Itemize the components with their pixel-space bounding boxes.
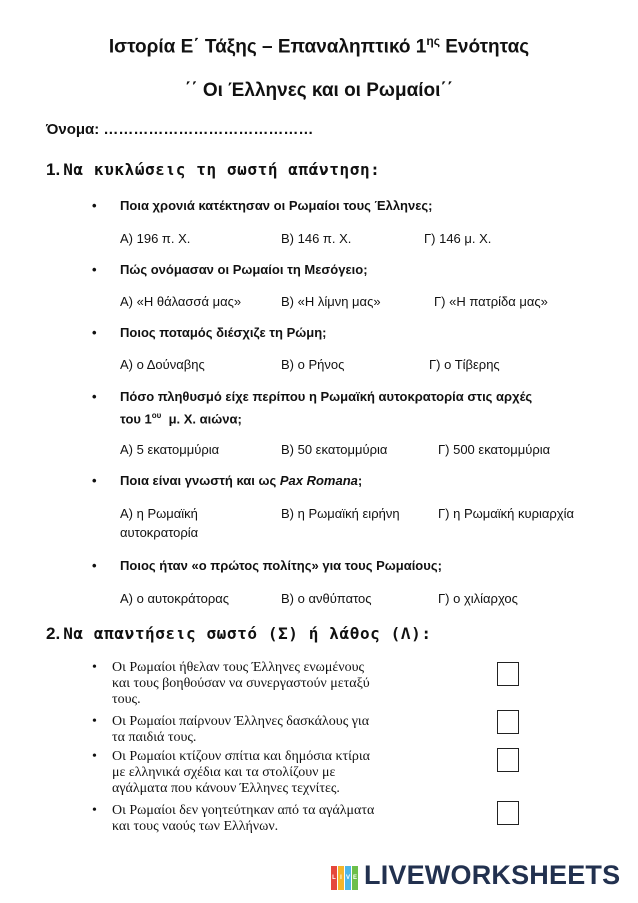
logo-letter-l: L — [331, 866, 337, 890]
q2-option-b[interactable]: Β) «Η λίμνη μας» — [281, 294, 381, 309]
question-4 — [92, 387, 562, 428]
bullet: • — [92, 198, 97, 213]
q4-option-c[interactable]: Γ) 500 εκατομμύρια — [438, 442, 551, 457]
question-superscript: ου — [151, 411, 162, 420]
question-text: Πώς ονόμασαν οι Ρωμαίοι τη Μεσόγειο; — [120, 262, 368, 277]
page-subtitle: ΄΄ Οι Έλληνες και οι Ρωμαίοι΄΄ — [184, 80, 454, 101]
q5-option-a[interactable] — [120, 504, 198, 542]
statement-text — [112, 660, 420, 708]
title-text: Ιστορία Ε΄ Τάξης – Επαναληπτικό 1 — [108, 36, 427, 58]
answer-box-4[interactable] — [497, 801, 519, 825]
answer-box-2[interactable] — [497, 710, 519, 734]
question-5 — [92, 471, 562, 490]
statement-text — [112, 749, 420, 797]
q1-option-a[interactable]: Α) 196 π. Χ. — [120, 231, 191, 246]
question-text-italic: Pax Romana — [279, 473, 358, 488]
q4-option-b[interactable]: Β) 50 εκατομμύρια — [281, 442, 388, 457]
bullet: • — [92, 262, 97, 277]
q5-option-c[interactable]: Γ) η Ρωμαϊκή κυριαρχία — [438, 506, 575, 521]
statement-line: και τους βοηθούσαν να συνεργαστούν μεταξύ — [112, 676, 370, 691]
name-field[interactable]: Όνομα: …………………………………… — [46, 121, 314, 138]
question-text-end: ; — [357, 473, 363, 488]
statement-line: με ελληνικά σχέδια και τα στολίζουν με — [112, 765, 336, 780]
section-1-heading — [46, 160, 380, 180]
bullet: • — [92, 803, 97, 818]
liveworksheets-logo-text: LIVEWORKSHEETS — [364, 860, 621, 890]
answer-box-1[interactable] — [497, 662, 519, 686]
bullet: • — [92, 558, 97, 573]
section-2-number: 2. — [46, 624, 61, 643]
bullet: • — [92, 473, 97, 488]
question-text — [120, 387, 562, 428]
bullet: • — [92, 714, 97, 729]
q2-option-a[interactable]: Α) «Η θάλασσά μας» — [120, 294, 242, 309]
q6-option-a[interactable]: Α) ο αυτοκράτορας — [120, 591, 230, 606]
q5-option-b[interactable]: Β) η Ρωμαϊκή ειρήνη — [281, 506, 400, 521]
bullet: • — [92, 660, 97, 675]
logo-letter-e: E — [352, 866, 358, 890]
question-2 — [92, 260, 562, 279]
question-3 — [92, 323, 562, 342]
question-text — [120, 471, 562, 490]
statement-3 — [92, 749, 420, 797]
statement-text — [112, 714, 420, 746]
q1-option-b[interactable]: Β) 146 π. Χ. — [281, 231, 352, 246]
statement-line: Οι Ρωμαίοι ήθελαν τους Έλληνες ενωμένους — [112, 660, 365, 675]
bullet: • — [92, 325, 97, 340]
question-text: Ποια χρονιά κατέκτησαν οι Ρωμαίοι τους Έλληνες; — [120, 198, 433, 213]
logo-letter-v: V — [345, 866, 351, 890]
section-1-number: 1. — [46, 160, 61, 179]
question-6 — [92, 556, 562, 575]
option-text-cont: αυτοκρατορία — [120, 525, 199, 540]
logo-letter-i: I — [338, 866, 344, 890]
q2-option-c[interactable]: Γ) «Η πατρίδα μας» — [434, 294, 548, 309]
question-text: Ποιος ήταν «ο πρώτος πολίτης» για τους Ρωμαίους; — [120, 558, 442, 573]
section-2-title: Να απαντήσεις σωστό (Σ) ή λάθος (Λ): — [63, 624, 432, 643]
option-text: Α) η Ρωμαϊκή — [120, 506, 198, 521]
section-2-heading — [46, 624, 432, 644]
question-text: Ποιος ποταμός διέσχιζε τη Ρώμη; — [120, 325, 327, 340]
title-end: Ενότητας — [439, 36, 530, 58]
statement-line: Οι Ρωμαίοι παίρνουν Έλληνες δασκάλους για — [112, 714, 370, 729]
statement-text — [112, 803, 420, 835]
statement-line: Οι Ρωμαίοι δεν γοητεύτηκαν από τα αγάλματα — [112, 803, 375, 818]
statement-4 — [92, 803, 420, 835]
title-superscript: ης — [426, 34, 440, 48]
question-text-line-1: Πόσο πληθυσμό είχε περίπου η Ρωμαϊκή αυτοκρατορία στις αρχές — [120, 389, 533, 404]
statement-line: αγάλματα που κάνουν Έλληνες τεχνίτες. — [112, 781, 340, 796]
q3-option-c[interactable]: Γ) ο Τίβερης — [429, 357, 500, 372]
liveworksheets-logo-icon — [331, 866, 359, 890]
question-text-line-2: του 1 — [120, 411, 152, 427]
statement-line: τα παιδιά τους. — [112, 730, 197, 745]
question-text-line-2-end: μ. Χ. αιώνα; — [161, 411, 242, 427]
statement-1 — [92, 660, 420, 708]
bullet: • — [92, 749, 97, 764]
question-text-start: Ποια είναι γνωστή και ως — [120, 473, 280, 488]
section-1-title: Να κυκλώσεις τη σωστή απάντηση: — [63, 160, 381, 179]
page-title — [0, 34, 638, 58]
q3-option-b[interactable]: Β) ο Ρήνος — [281, 357, 345, 372]
statement-2 — [92, 714, 420, 746]
statement-line: Οι Ρωμαίοι κτίζουν σπίτια και δημόσια κτίρια — [112, 749, 370, 764]
answer-box-3[interactable] — [497, 748, 519, 772]
q1-option-c[interactable]: Γ) 146 μ. Χ. — [424, 231, 492, 246]
q3-option-a[interactable]: Α) ο Δούναβης — [120, 357, 205, 372]
q6-option-c[interactable]: Γ) ο χιλίαρχος — [438, 591, 518, 606]
bullet: • — [92, 389, 97, 404]
question-1 — [92, 196, 562, 215]
q4-option-a[interactable]: Α) 5 εκατομμύρια — [120, 442, 220, 457]
q6-option-b[interactable]: Β) ο ανθύπατος — [281, 591, 372, 606]
statement-line: και τους ναούς των Ελλήνων. — [112, 819, 279, 834]
statement-line: τους. — [112, 692, 141, 707]
